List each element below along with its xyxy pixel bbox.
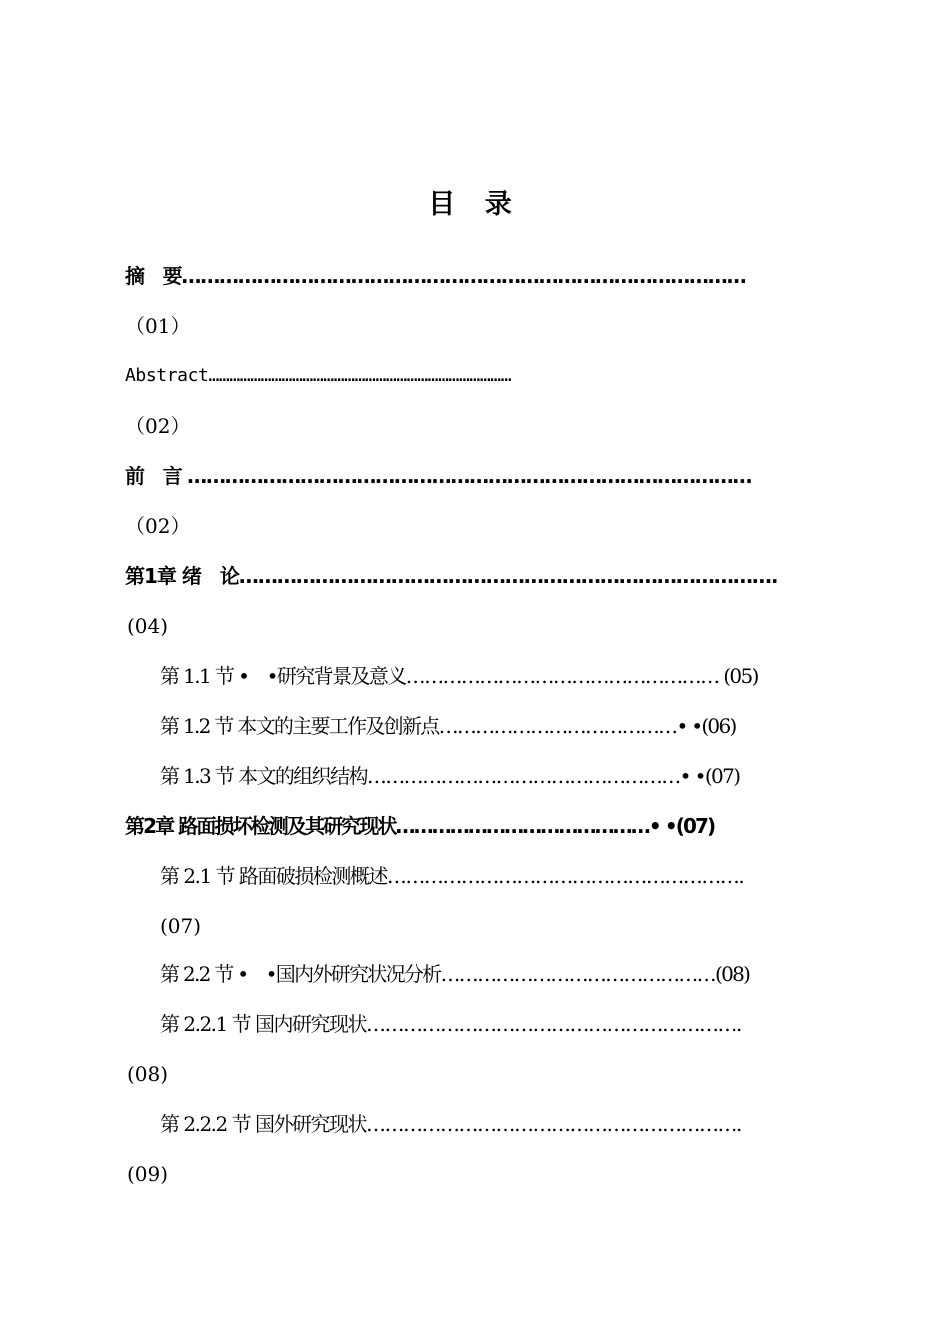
- toc-page-number: (07): [160, 914, 202, 938]
- toc-page-number: (09): [127, 1162, 169, 1186]
- toc-entry-abstract-cn: 摘 要………………………………………………………………………………: [125, 264, 746, 288]
- toc-entry-section-1-2: 第 1.2 节 本文的主要工作及创新点…………………………………• •(06): [160, 714, 736, 738]
- toc-entry-chapter-1: 第1章 绪 论………………………………………………………………………….: [125, 564, 778, 588]
- toc-entry-section-2-2: 第 2.2 节 • •国内外研究状况分析………………………………………(08): [160, 962, 750, 986]
- toc-page-number: (04): [127, 614, 169, 638]
- toc-entry-section-2-1: 第 2.1 节 路面破损检测概述………………………………………………….: [160, 864, 744, 888]
- toc-entry-section-2-2-2: 第 2.2.2 节 国外研究现状…………………………………………………….: [160, 1112, 741, 1136]
- toc-entry-chapter-2: 第2章 路面损坏检测及其研究现状……………………………………• •(07): [125, 814, 715, 838]
- toc-entry-section-1-1: 第 1.1 节 • •研究背景及意义…………………………………………… (05): [160, 664, 758, 688]
- toc-title: 目 录: [428, 189, 522, 220]
- toc-entry-abstract-en: Abstract……………………………………………………………………………: [125, 365, 512, 386]
- toc-entry-section-2-2-1: 第 2.2.1 节 国内研究现状…………………………………………………….: [160, 1012, 741, 1036]
- toc-page-number: （02）: [125, 514, 191, 538]
- toc-page-number: （02）: [125, 414, 191, 438]
- toc-entry-preface: 前 言 ………………………………………………………………………………: [125, 464, 752, 488]
- toc-page-number: （01）: [125, 314, 191, 338]
- toc-page-number: (08): [127, 1062, 169, 1086]
- toc-entry-section-1-3: 第 1.3 节 本文的组织结构……………………………………………• •(07): [160, 764, 740, 788]
